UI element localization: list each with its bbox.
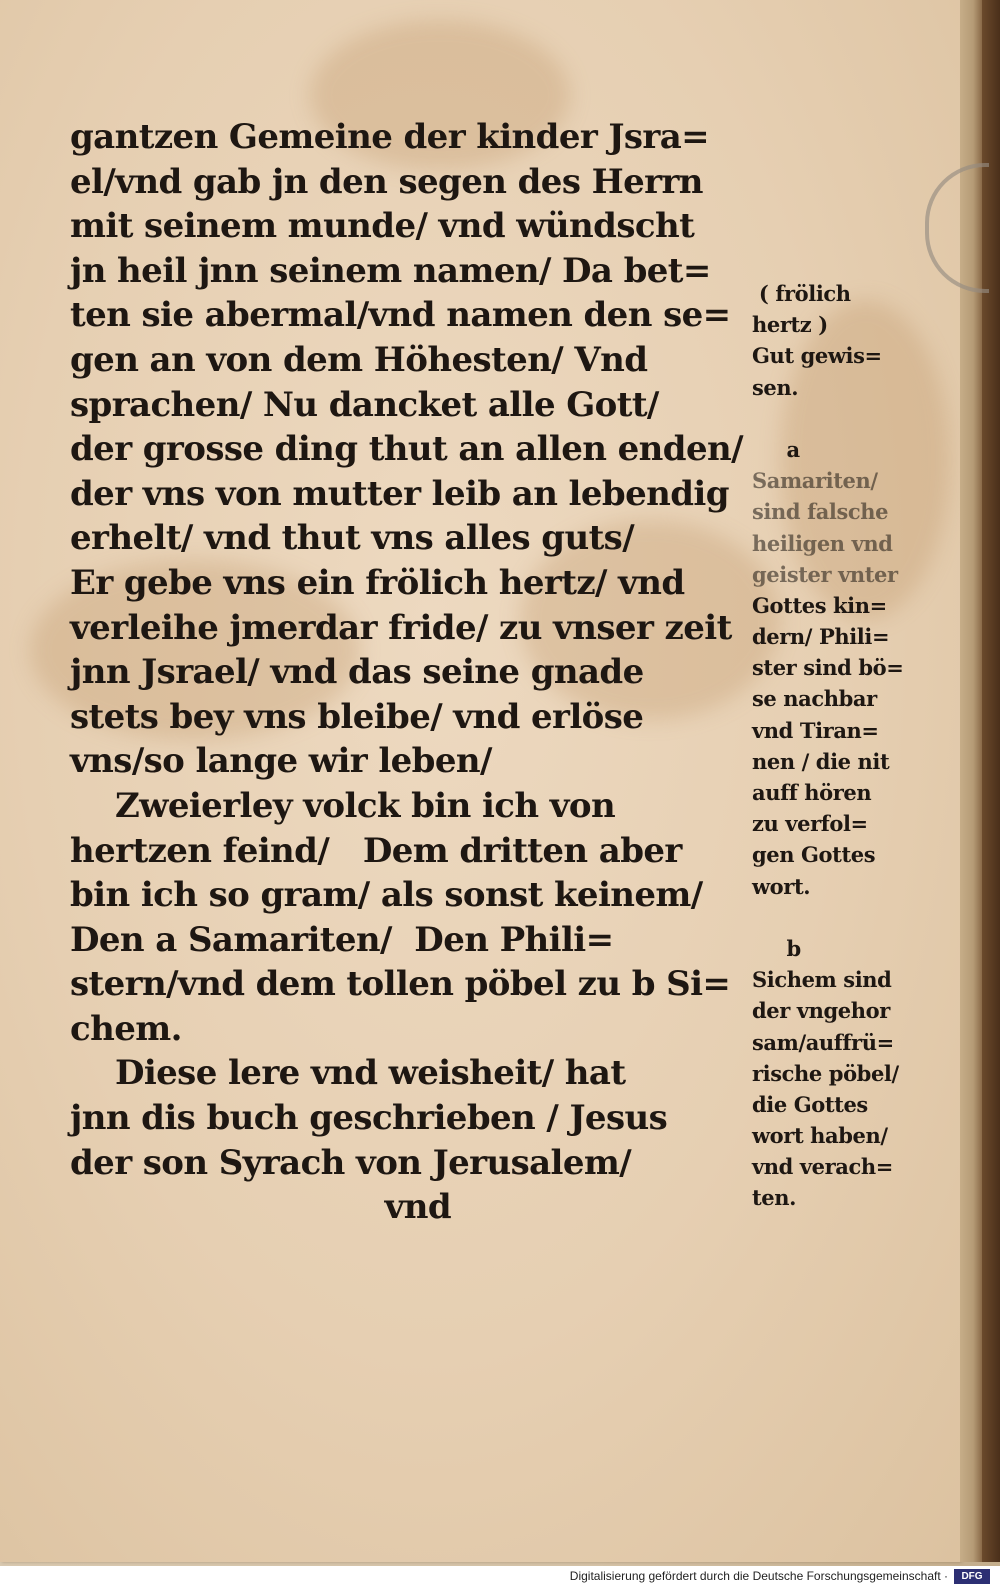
text-line: sprachen/ Nu dancket alle Gott/ (70, 384, 659, 425)
margin-notes (752, 278, 942, 1214)
text-line: Zweierley volck bin ich von (70, 785, 616, 826)
margin-note-line: sam/auffrü= (752, 1029, 894, 1055)
main-text-block (70, 115, 750, 1230)
text-line: mit seinem munde/ vnd wündscht (70, 206, 695, 247)
margin-note-line: geister vnter (752, 561, 898, 587)
text-line: vns/so lange wir leben/ (70, 741, 492, 782)
text-line: gantzen Gemeine der kinder Jsra= (70, 117, 710, 157)
text-line: erhelt/ vnd thut vns alles guts/ (70, 518, 635, 559)
margin-note-line: zu verfol= (752, 811, 868, 837)
margin-note-line: se nachbar (752, 686, 877, 712)
margin-note-line: Gottes kin= (752, 592, 887, 618)
text-line: jn heil jnn seinem namen/ Da bet= (70, 250, 711, 291)
text-line: der son Syrach von Jerusalem/ (70, 1142, 632, 1183)
text-line: bin ich so gram/ als sonst keinem/ (70, 875, 703, 916)
margin-note-line (752, 403, 942, 434)
margin-note-line: auff hören (752, 780, 872, 805)
text-line: der vns von mutter leib an lebendig (70, 473, 729, 514)
text-line: Er gebe vns ein frölich hertz/ vnd (70, 562, 685, 603)
text-line: el/vnd gab jn den segen des Herrn (70, 161, 703, 202)
text-line: Den a Samariten/ Den Phili= (70, 919, 614, 960)
margin-note-line: nen / die nit (752, 748, 890, 774)
margin-note-line: wort haben/ (752, 1123, 888, 1149)
margin-note-line: b (752, 935, 801, 961)
margin-note-line: vnd verach= (752, 1154, 893, 1180)
funding-credit: Digitalisierung gefördert durch die Deutsche Forschungsgemeinschaft · (569, 1569, 948, 1583)
margin-note-line: hertz ) (752, 312, 828, 338)
text-line: hertzen feind/ Dem dritten aber (70, 830, 682, 871)
text-line: stern/vnd dem tollen pöbel zu b Si= (70, 964, 731, 1005)
margin-note-line: die Gottes (752, 1091, 868, 1117)
margin-note-line: Samariten/ (752, 468, 878, 494)
footer-bar (0, 1566, 1000, 1587)
margin-note-line: vnd Tiran= (752, 717, 879, 743)
margin-note-line: ster sind bö= (752, 655, 904, 681)
margin-note-line: dern/ Phili= (752, 624, 890, 650)
margin-note-line: Gut gewis= (752, 343, 882, 369)
text-line: vnd (70, 1187, 452, 1228)
text-line: Diese lere vnd weisheit/ hat (70, 1053, 626, 1094)
margin-note-line: ( frölich (752, 281, 851, 306)
text-line: chem. (70, 1008, 182, 1049)
text-line: ten sie abermal/vnd namen den se= (70, 295, 731, 336)
margin-note-line: ten. (752, 1185, 797, 1211)
text-line: der grosse ding thut an allen enden/ (70, 429, 743, 470)
margin-note-line: gen Gottes (752, 842, 876, 868)
margin-note-line: sind falsche (752, 499, 889, 525)
margin-note-line (752, 902, 942, 933)
text-line: jnn Jsrael/ vnd das seine gnade (70, 652, 644, 693)
margin-note-line: heiligen vnd (752, 530, 893, 556)
text-line: stets bey vns bleibe/ vnd erlöse (70, 696, 644, 737)
text-line: verleihe jmerdar fride/ zu vnser zeit (70, 607, 732, 648)
margin-note-line: a (752, 436, 800, 462)
text-line: gen an von dem Höhesten/ Vnd (70, 339, 648, 380)
margin-note-line: wort. (752, 873, 811, 899)
margin-note-line: rische pöbel/ (752, 1060, 899, 1086)
text-line: jnn dis buch geschrieben / Jesus (70, 1098, 668, 1139)
dfg-logo: DFG (954, 1569, 990, 1584)
margin-note-line: Sichem sind (752, 967, 892, 993)
margin-note-line: sen. (752, 374, 799, 400)
margin-note-line: der vngehor (752, 998, 890, 1024)
